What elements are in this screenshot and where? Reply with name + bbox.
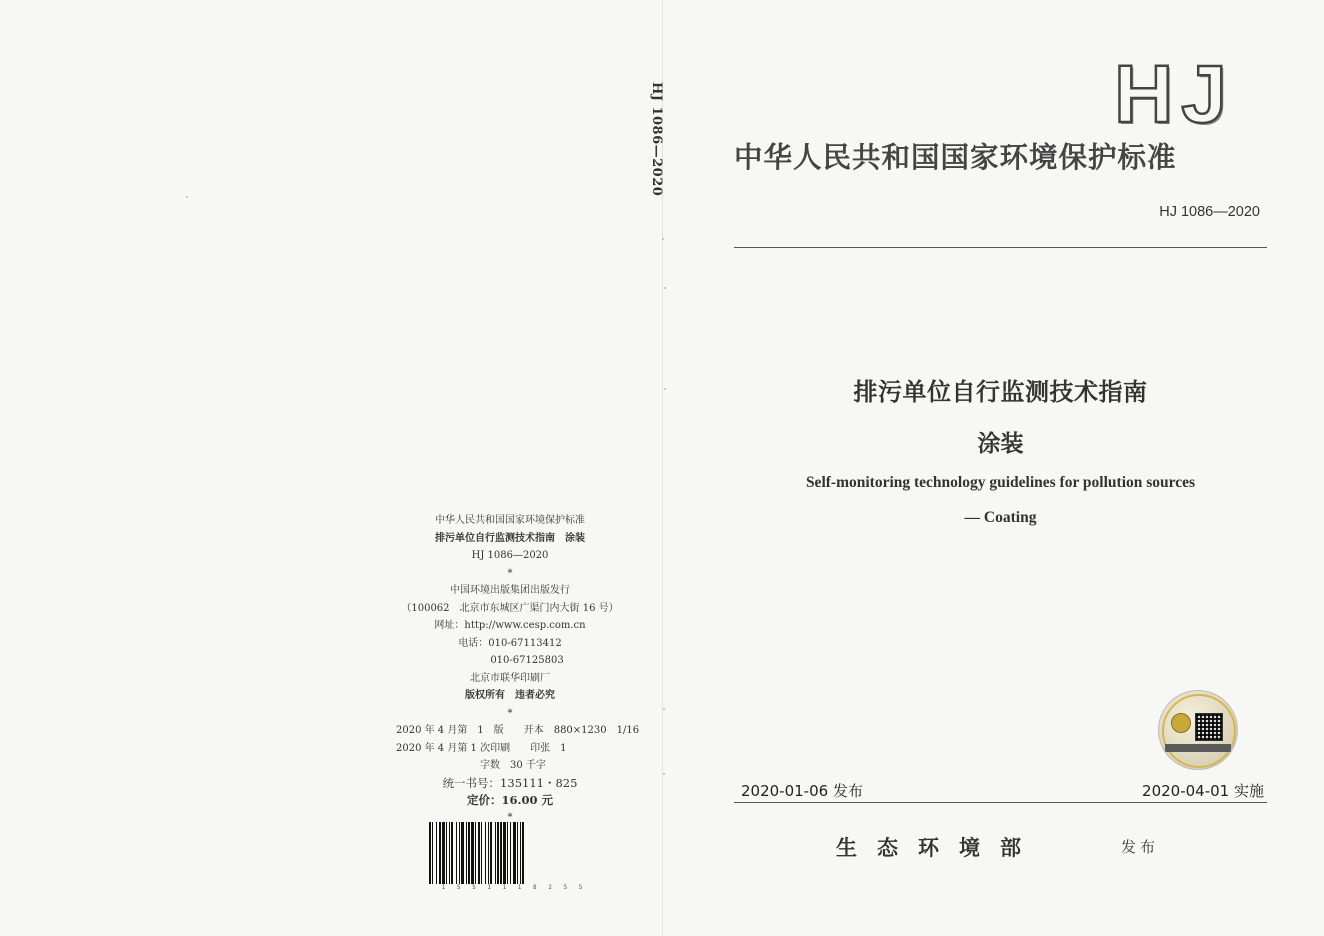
imprint-printer: 北京市联华印刷厂 [470, 672, 550, 684]
scan-speck [663, 773, 665, 775]
spine-title: HJ 1086—2020 [649, 82, 664, 197]
implementation-date: 2020-04-01 实施 [1142, 782, 1264, 800]
footer-rule [734, 802, 1267, 803]
emblem-icon [1171, 713, 1191, 733]
isbn-barcode [429, 822, 599, 884]
imprint-std-number: HJ 1086—2020 [471, 550, 549, 561]
scan-speck [664, 388, 666, 390]
copyright-imprint [380, 512, 640, 826]
document-title-cn: 排污单位自行监测技术指南 [853, 378, 1148, 406]
standard-number: HJ 1086—2020 [1159, 204, 1260, 220]
document-subtitle-en: — Coating [964, 509, 1037, 526]
imprint-series: 中华人民共和国国家环境保护标准 [435, 515, 585, 526]
qr-code-icon [1195, 713, 1223, 741]
imprint-separator: * [507, 707, 513, 719]
issuing-ministry: 生态环境部 [836, 835, 1041, 860]
imprint-price: 定价：16.00 元 [466, 792, 553, 807]
issuing-suffix: 发布 [1121, 838, 1160, 856]
header-rule [734, 247, 1267, 248]
imprint-printing: 2020 年 4 月第 1 次印刷 印张 1 [396, 742, 567, 754]
imprint-address: （100062 北京市东城区广渠门内大街 16 号） [401, 602, 619, 614]
scan-speck [663, 708, 665, 710]
document-subtitle-cn: 涂装 [977, 431, 1024, 457]
imprint-separator: * [507, 567, 513, 579]
scan-speck [662, 238, 664, 240]
imprint-edition: 2020 年 4 月第 1 版 开本 880×1230 1/16 [396, 725, 640, 736]
standard-authority: 中华人民共和国国家环境保护标准 [734, 140, 1177, 174]
scan-speck [664, 287, 666, 289]
anti-counterfeit-seal [1158, 690, 1238, 770]
imprint-phone-1: 电话：010-67113412 [458, 637, 562, 649]
document-title-en: Self-monitoring technology guidelines for pollution sources [805, 474, 1196, 491]
hj-logo: HJ [1114, 49, 1235, 140]
imprint-separator: * [507, 811, 513, 823]
imprint-website: 网址：http://www.cesp.com.cn [434, 620, 586, 631]
barcode-digits: 1 5 5 1 1 1 8 2 5 5 [441, 884, 587, 891]
imprint-word-count: 字数 30 千字 [480, 760, 546, 771]
imprint-publisher: 中国环境出版集团出版发行 [450, 585, 570, 596]
imprint-title: 排污单位自行监测技术指南 涂装 [435, 532, 585, 544]
imprint-rights: 版权所有 违者必究 [465, 690, 555, 701]
imprint-phone-2: 010-67125803 [490, 655, 564, 666]
issue-date: 2020-01-06 发布 [741, 782, 863, 800]
seal-band [1165, 744, 1231, 752]
imprint-book-number: 统一书号：135111・825 [442, 775, 578, 790]
scan-speck [186, 196, 188, 198]
